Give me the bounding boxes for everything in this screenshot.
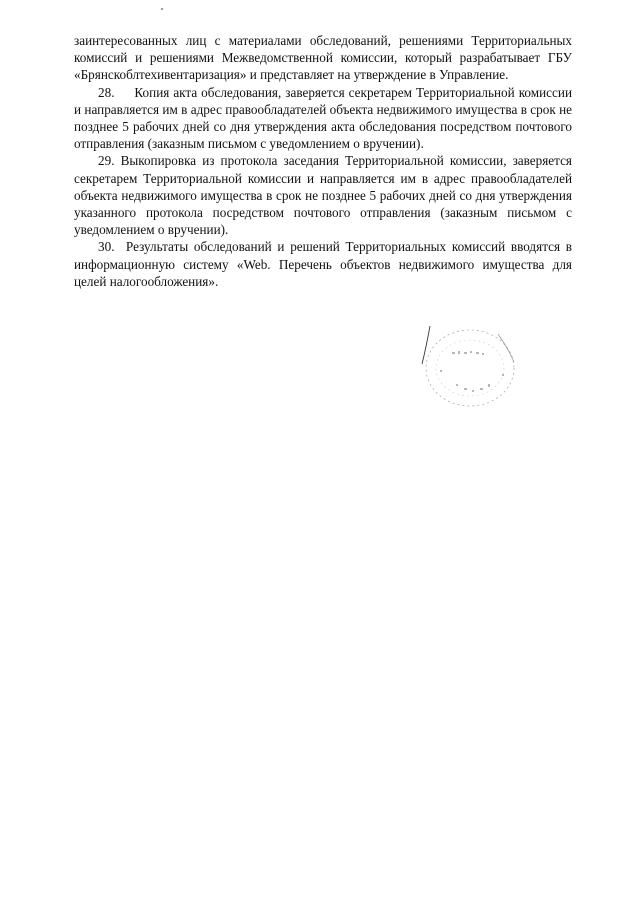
paragraph-text: Результаты обследований и решений Территориальных комиссий вводятся в информационную систему «Web. Перечень объектов недвижимого имущества для целей налогообложения». [74,239,572,289]
paragraph-number: 28. [98,84,115,100]
paragraph-29 [74,152,572,238]
paragraph-text: Копия акта обследования, заверяется секретарем Территориальной комиссии и направляется им в адрес правообладателей объекта недвижимого имущества в срок не позднее 5 рабочих дней со дня утверждения акта обследования посредством почтового отправления (заказным письмом с уведомлением о вручении). [74,84,572,152]
paragraph-30 [74,238,572,290]
paragraph-text: Выкопировка из протокола заседания Территориальной комиссии, заверяется секретарем Территориальной комиссии и направляется им в адрес правообладателей объекта недвижимого имущества в срок не позднее 5 рабочих дней со дня утверждения указанного протокола посредством почтового отправления (заказным письмом с уведомлением о вручении). [74,153,572,238]
paragraph-number: 29. [98,153,115,169]
paragraph-28 [74,84,572,153]
document-body [74,32,572,290]
scan-artifact [161,8,163,10]
paragraph-text: заинтересованных лиц с материалами обследований, решениями Территориальных комиссий и решениями Межведомственной комиссии, который разрабатывает ГБУ «Брянскоблтехивентаризация» и представляет на утверждение в Управление. [74,33,572,83]
paragraph-number: 30. [98,239,115,255]
paragraph-continuation [74,32,572,84]
faded-seal-stamp [412,318,524,414]
